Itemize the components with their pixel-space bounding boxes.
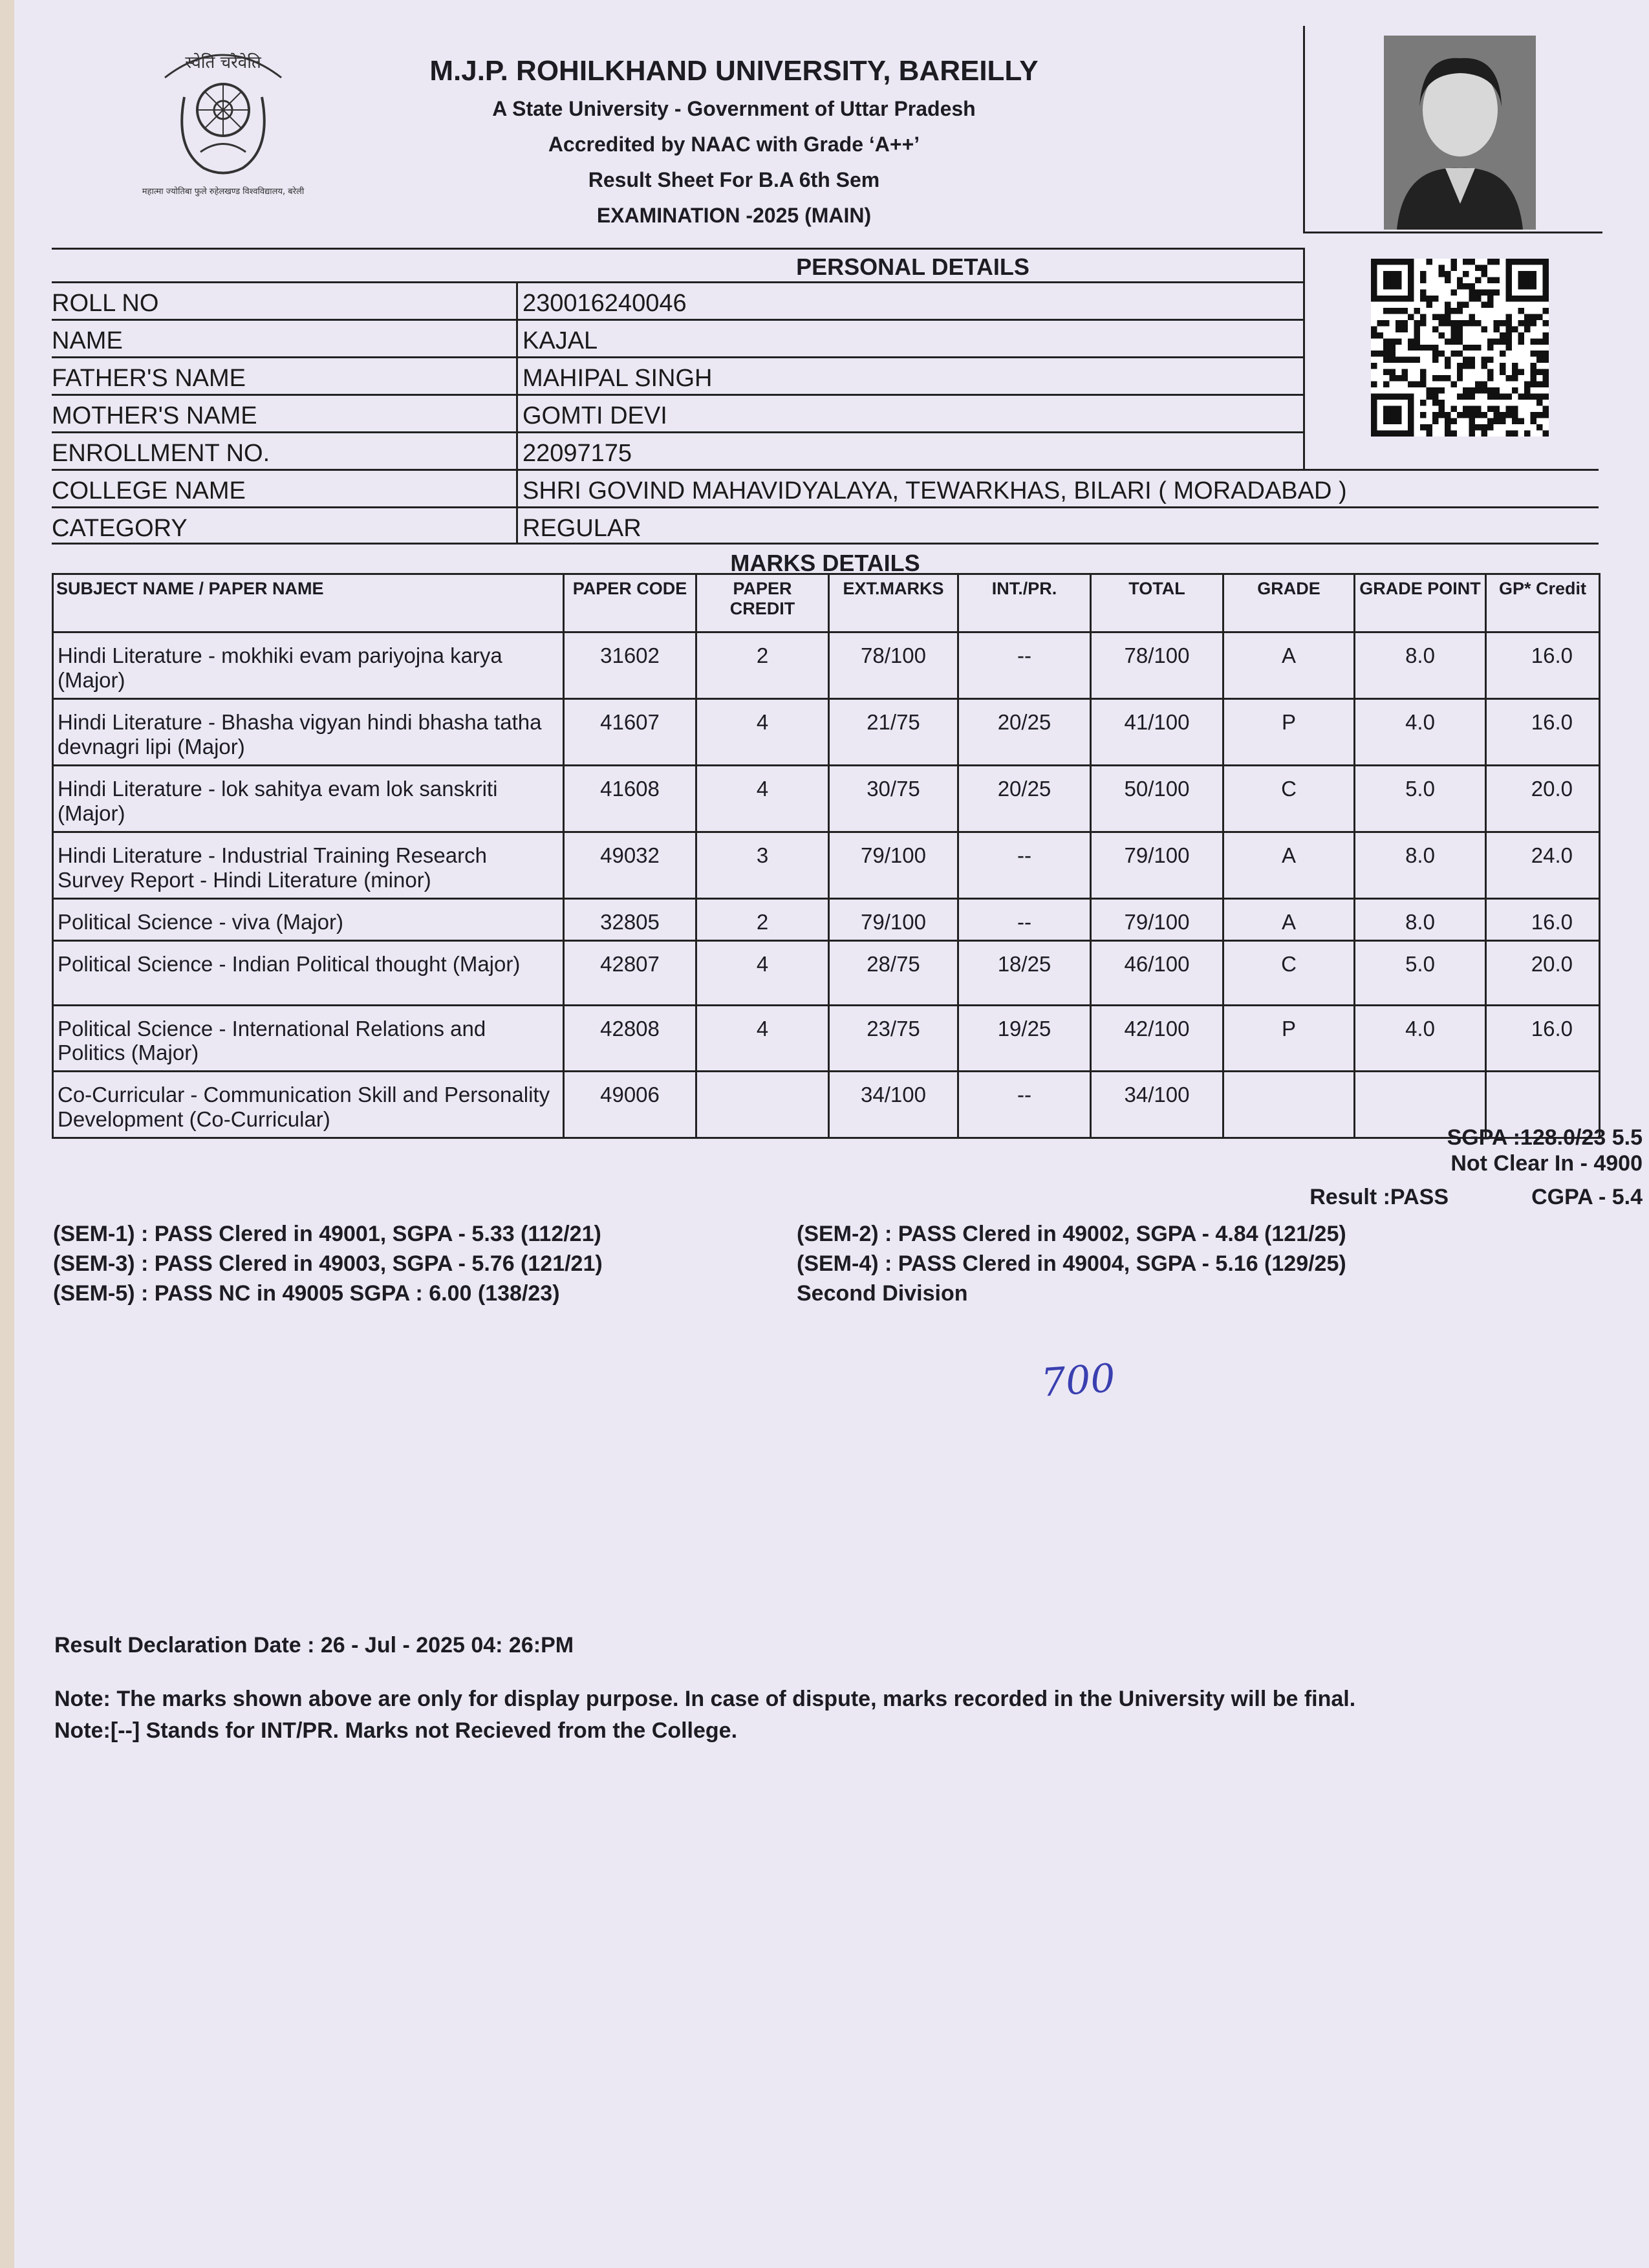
gp-credit-cell: 24.0 [1486, 832, 1600, 898]
semester-2: (SEM-2) : PASS Clered in 49002, SGPA - 4.84 (121/25) [797, 1222, 1346, 1246]
int-pr-cell: -- [958, 898, 1091, 940]
cgpa-text: CGPA - 5.4 [1531, 1185, 1643, 1209]
grade-point-cell: 5.0 [1355, 765, 1486, 832]
ext-marks-cell: 21/75 [829, 698, 958, 765]
paper-credit-cell: 4 [696, 940, 829, 1005]
divider [52, 319, 1303, 321]
father-name-label: FATHER'S NAME [52, 365, 246, 392]
paper-code-cell: 49006 [564, 1072, 696, 1138]
paper-credit-cell: 2 [696, 898, 829, 940]
paper-code-cell: 41608 [564, 765, 696, 832]
mother-name-label: MOTHER'S NAME [52, 402, 257, 429]
header-ext-marks: EXT.MARKS [829, 574, 958, 632]
university-subtitle: A State University - Government of Uttar Pradesh [492, 97, 976, 120]
header-int-pr: INT./PR. [958, 574, 1091, 632]
divider [52, 356, 1303, 358]
paper-credit-cell [696, 1072, 829, 1138]
display-purpose-note: Note: The marks shown above are only for display purpose. In case of dispute, marks recorded in the University will be final. [54, 1687, 1356, 1711]
name-value: KAJAL [523, 327, 598, 354]
grade-cell: C [1223, 765, 1355, 832]
grade-point-cell: 8.0 [1355, 832, 1486, 898]
grade-point-cell: 8.0 [1355, 632, 1486, 699]
total-cell: 50/100 [1091, 765, 1223, 832]
divider [52, 281, 1303, 283]
divider [52, 469, 1599, 471]
ext-marks-cell: 28/75 [829, 940, 958, 1005]
table-row [53, 940, 1600, 1005]
divider [52, 248, 1303, 250]
paper-code-cell: 42807 [564, 940, 696, 1005]
int-pr-cell: -- [958, 632, 1091, 699]
header-paper-code: PAPER CODE [564, 574, 696, 632]
int-pr-cell: 18/25 [958, 940, 1091, 1005]
subject-cell: Hindi Literature - lok sahitya evam lok sanskriti (Major) [53, 765, 564, 832]
gp-credit-cell: 20.0 [1486, 765, 1600, 832]
table-row [53, 698, 1600, 765]
roll-no-value: 230016240046 [523, 290, 687, 317]
qr-code [1371, 259, 1549, 437]
college-name-label: COLLEGE NAME [52, 477, 246, 504]
result-text: Result :PASS [1310, 1185, 1449, 1209]
category-value: REGULAR [523, 515, 641, 542]
gp-credit-cell: 16.0 [1486, 632, 1600, 699]
semester-1: (SEM-1) : PASS Clered in 49001, SGPA - 5.33 (112/21) [53, 1222, 601, 1246]
int-pr-note: Note:[--] Stands for INT/PR. Marks not Recieved from the College. [54, 1718, 738, 1743]
grade-cell: P [1223, 698, 1355, 765]
marks-header-row [53, 574, 1600, 632]
divider [52, 543, 1599, 545]
table-row [53, 898, 1600, 940]
total-cell: 34/100 [1091, 1072, 1223, 1138]
gp-credit-cell: 16.0 [1486, 1005, 1600, 1072]
int-pr-cell: -- [958, 1072, 1091, 1138]
examination-title: EXAMINATION -2025 (MAIN) [596, 204, 872, 227]
result-sheet-title: Result Sheet For B.A 6th Sem [588, 168, 880, 191]
grade-point-cell: 4.0 [1355, 1005, 1486, 1072]
college-name-value: SHRI GOVIND MAHAVIDYALAYA, TEWARKHAS, BILARI ( MORADABAD ) [523, 477, 1347, 504]
divider [52, 506, 1599, 508]
enrollment-value: 22097175 [523, 440, 632, 467]
int-pr-cell: 19/25 [958, 1005, 1091, 1072]
paper-code-cell: 41607 [564, 698, 696, 765]
ext-marks-cell: 34/100 [829, 1072, 958, 1138]
grade-cell: P [1223, 1005, 1355, 1072]
paper-code-cell: 49032 [564, 832, 696, 898]
paper-credit-cell: 2 [696, 632, 829, 699]
father-name-value: MAHIPAL SINGH [523, 365, 713, 392]
subject-cell: Co-Curricular - Communication Skill and Personality Development (Co-Curricular) [53, 1072, 564, 1138]
subject-cell: Political Science - Indian Political thought (Major) [53, 940, 564, 1005]
header-grade-point: GRADE POINT [1355, 574, 1486, 632]
roll-no-label: ROLL NO [52, 290, 159, 317]
semester-4: (SEM-4) : PASS Clered in 49004, SGPA - 5.16 (129/25) [797, 1251, 1346, 1276]
semester-5: (SEM-5) : PASS NC in 49005 SGPA : 6.00 (138/23) [53, 1281, 560, 1306]
table-row [53, 765, 1600, 832]
header-total: TOTAL [1091, 574, 1223, 632]
semester-3: (SEM-3) : PASS Clered in 49003, SGPA - 5.76 (121/21) [53, 1251, 603, 1276]
paper-code-cell: 32805 [564, 898, 696, 940]
paper-credit-cell: 4 [696, 1005, 829, 1072]
logo-caption: महात्मा ज्योतिबा फुले रुहेलखण्ड विश्वविद्यालय, बरेली [142, 187, 305, 197]
name-label: NAME [52, 327, 123, 354]
grade-point-cell: 8.0 [1355, 898, 1486, 940]
ext-marks-cell: 23/75 [829, 1005, 958, 1072]
paper-credit-cell: 3 [696, 832, 829, 898]
total-cell: 79/100 [1091, 898, 1223, 940]
semester-list-left [53, 1219, 790, 1308]
not-clear-text: Not Clear In - 4900 [1450, 1151, 1643, 1176]
subject-cell: Hindi Literature - mokhiki evam pariyojna karya (Major) [53, 632, 564, 699]
table-row [53, 1005, 1600, 1072]
grade-cell: A [1223, 832, 1355, 898]
gp-credit-cell: 16.0 [1486, 898, 1600, 940]
int-pr-cell: -- [958, 832, 1091, 898]
gp-credit-cell: 20.0 [1486, 940, 1600, 1005]
marks-details-title: MARKS DETAILS [730, 550, 920, 576]
handwritten-note: 700 [1039, 1355, 1117, 1406]
divider [52, 431, 1303, 433]
enrollment-label: ENROLLMENT NO. [52, 440, 270, 467]
student-photo [1384, 36, 1536, 230]
ext-marks-cell: 79/100 [829, 832, 958, 898]
accreditation-text: Accredited by NAAC with Grade ‘A++’ [548, 133, 920, 156]
grade-point-cell: 5.0 [1355, 940, 1486, 1005]
divider [1303, 248, 1305, 471]
table-row [53, 632, 1600, 699]
grade-cell: A [1223, 632, 1355, 699]
table-row [53, 832, 1600, 898]
header-grade: GRADE [1223, 574, 1355, 632]
semester-list-right [797, 1219, 1573, 1308]
total-cell: 78/100 [1091, 632, 1223, 699]
subject-cell: Hindi Literature - Industrial Training Research Survey Report - Hindi Literature (minor) [53, 832, 564, 898]
university-name: M.J.P. ROHILKHAND UNIVERSITY, BAREILLY [429, 55, 1039, 87]
int-pr-cell: 20/25 [958, 765, 1091, 832]
logo-motto: स्वेति चरैवेति [185, 53, 261, 72]
header-paper-credit: PAPER CREDIT [696, 574, 829, 632]
grade-cell: A [1223, 898, 1355, 940]
header-subject: SUBJECT NAME / PAPER NAME [53, 574, 564, 632]
paper-code-cell: 31602 [564, 632, 696, 699]
division-text: Second Division [797, 1281, 968, 1306]
gp-credit-cell: 16.0 [1486, 698, 1600, 765]
subject-cell: Hindi Literature - Bhasha vigyan hindi bhasha tatha devnagri lipi (Major) [53, 698, 564, 765]
ext-marks-cell: 79/100 [829, 898, 958, 940]
subject-cell: Political Science - International Relations and Politics (Major) [53, 1005, 564, 1072]
header-gp-credit: GP* Credit [1486, 574, 1600, 632]
total-cell: 46/100 [1091, 940, 1223, 1005]
paper-credit-cell: 4 [696, 698, 829, 765]
total-cell: 79/100 [1091, 832, 1223, 898]
grade-point-cell: 4.0 [1355, 698, 1486, 765]
ext-marks-cell: 78/100 [829, 632, 958, 699]
university-logo [139, 39, 307, 213]
category-label: CATEGORY [52, 515, 188, 542]
marks-table [52, 573, 1600, 1139]
total-cell: 41/100 [1091, 698, 1223, 765]
paper-code-cell: 42808 [564, 1005, 696, 1072]
mother-name-value: GOMTI DEVI [523, 402, 667, 429]
int-pr-cell: 20/25 [958, 698, 1091, 765]
divider [52, 394, 1303, 396]
personal-details-title: PERSONAL DETAILS [796, 254, 1029, 280]
result-declaration-date: Result Declaration Date : 26 - Jul - 2025 04: 26:PM [54, 1633, 574, 1658]
grade-cell: C [1223, 940, 1355, 1005]
paper-credit-cell: 4 [696, 765, 829, 832]
subject-cell: Political Science - viva (Major) [53, 898, 564, 940]
sgpa-text: SGPA :128.0/23 5.5 [1447, 1125, 1643, 1150]
total-cell: 42/100 [1091, 1005, 1223, 1072]
ext-marks-cell: 30/75 [829, 765, 958, 832]
